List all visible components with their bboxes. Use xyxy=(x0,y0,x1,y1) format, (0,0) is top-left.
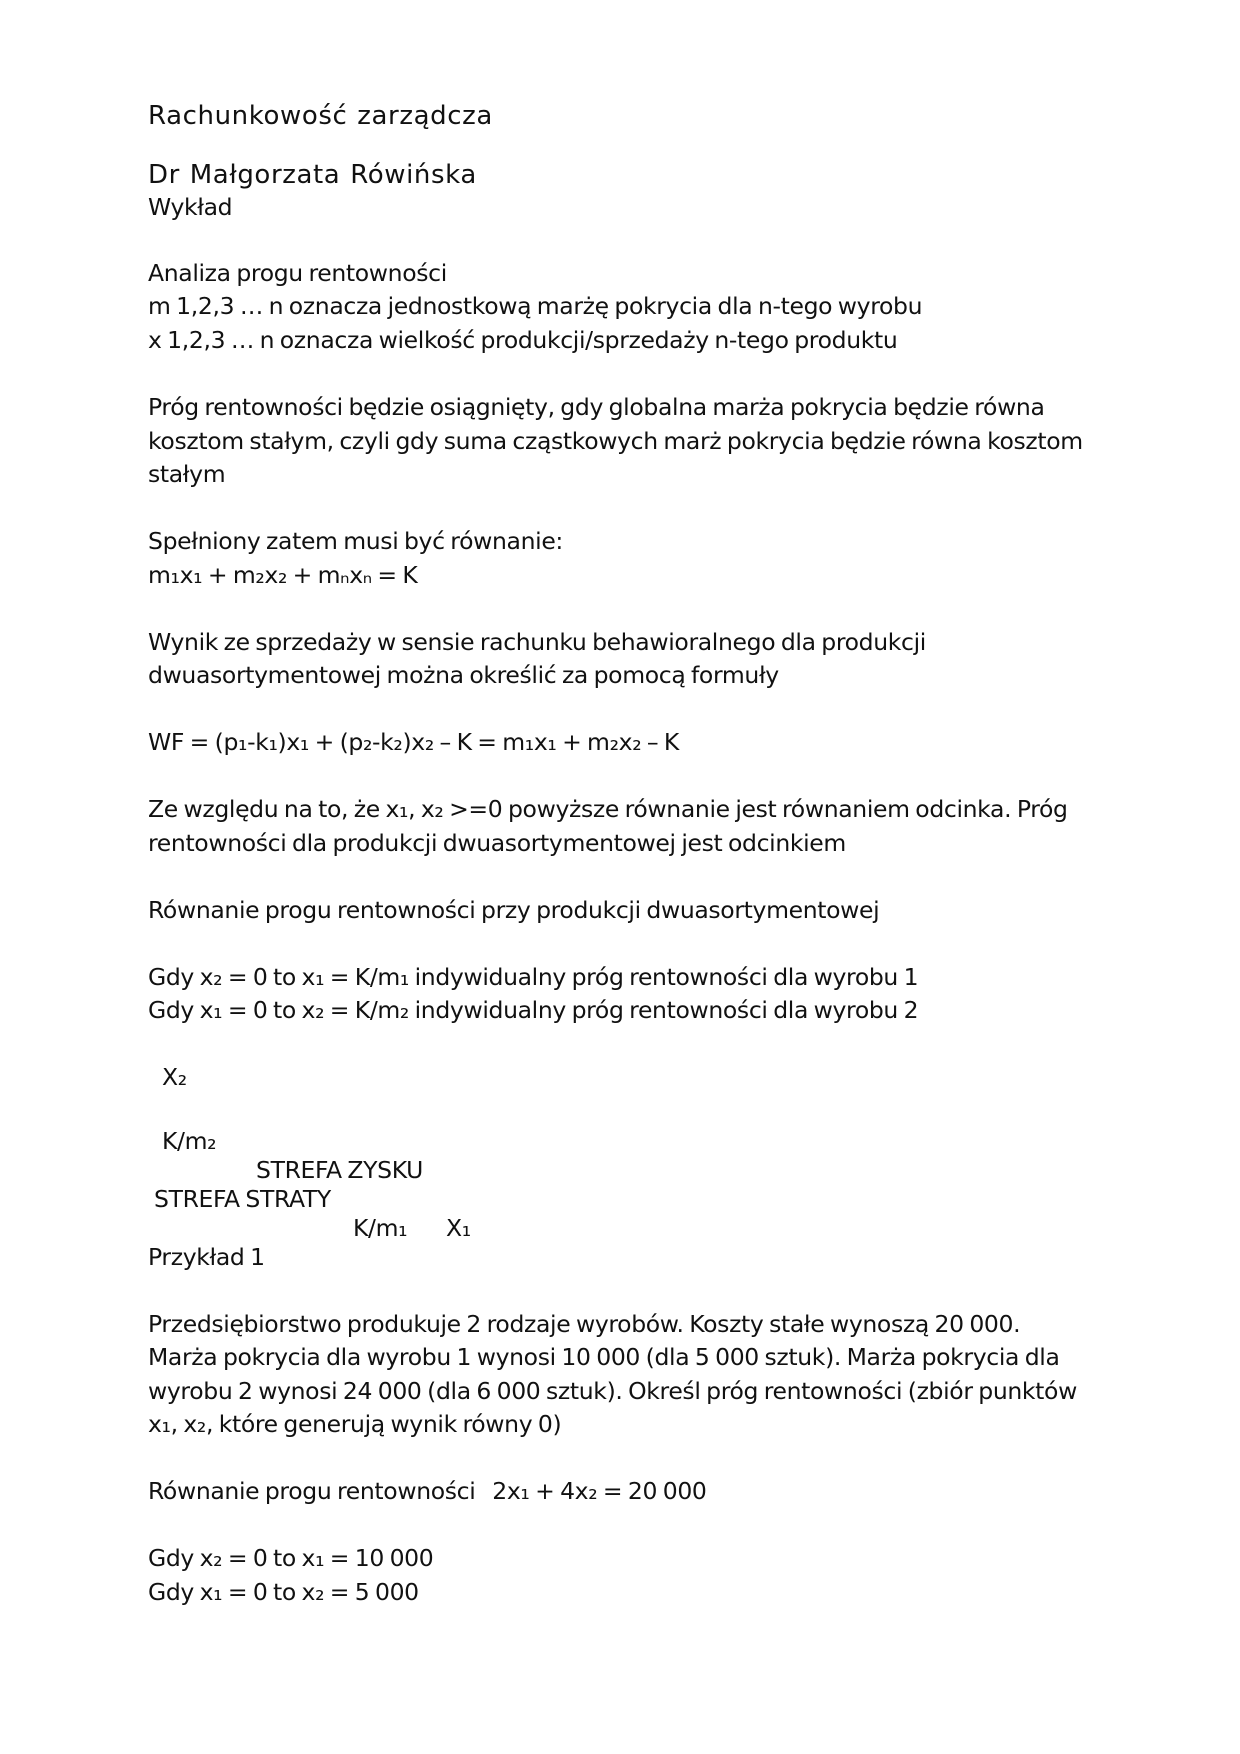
example-condition: Gdy x₁ = 0 to x₂ = 5 000 xyxy=(148,1578,419,1606)
example-title: Przykład 1 xyxy=(148,1243,265,1271)
y-intercept-label: K/m₂ xyxy=(162,1127,217,1155)
paragraph-line: Przedsiębiorstwo produkuje 2 rodzaje wyrobów. Koszty stałe wynoszą 20 000. xyxy=(148,1310,1021,1338)
paragraph-line: wyrobu 2 wynosi 24 000 (dla 6 000 sztuk). Określ próg rentowności (zbiór punktów xyxy=(148,1377,1077,1405)
example-equation: Równanie progu rentowności 2x₁ + 4x₂ = 20 000 xyxy=(148,1477,707,1505)
document-type: Wykład xyxy=(148,193,233,221)
condition-line: Gdy x₁ = 0 to x₂ = K/m₂ indywidualny próg rentowności dla wyrobu 2 xyxy=(148,996,919,1024)
paragraph-line: Ze względu na to, że x₁, x₂ >=0 powyższe równanie jest równaniem odcinka. Próg xyxy=(148,795,1068,823)
example-condition: Gdy x₂ = 0 to x₁ = 10 000 xyxy=(148,1544,434,1572)
x-intercept-label: K/m₁ xyxy=(353,1214,408,1242)
x-axis-label: X₁ xyxy=(446,1214,471,1242)
author-name: Dr Małgorzata Rówińska xyxy=(148,160,477,190)
document-title: Rachunkowość zarządcza xyxy=(148,101,493,131)
equation-intro: Spełniony zatem musi być równanie: xyxy=(148,527,563,555)
section-heading: Analiza progu rentowności xyxy=(148,259,447,287)
y-axis-label: X₂ xyxy=(162,1063,187,1091)
paragraph-line: x₁, x₂, które generują wynik równy 0) xyxy=(148,1410,562,1438)
equation-result: WF = (p₁-k₁)x₁ + (p₂-k₂)x₂ – K = m₁x₁ + m₂x₂ – K xyxy=(148,728,679,756)
loss-zone-label: STREFA STRATY xyxy=(154,1185,331,1213)
condition-line: Gdy x₂ = 0 to x₁ = K/m₁ indywidualny próg rentowności dla wyrobu 1 xyxy=(148,963,919,991)
paragraph-line: dwuasortymentowej można określić za pomocą formuły xyxy=(148,661,779,689)
equation-break-even: m₁x₁ + m₂x₂ + mₙxₙ = K xyxy=(148,561,418,589)
paragraph-line: Wynik ze sprzedaży w sensie rachunku behawioralnego dla produkcji xyxy=(148,628,926,656)
definition-x: x 1,2,3 … n oznacza wielkość produkcji/sprzedaży n-tego produktu xyxy=(148,326,898,354)
paragraph-line: Równanie progu rentowności przy produkcji dwuasortymentowej xyxy=(148,896,880,924)
paragraph-line: kosztom stałym, czyli gdy suma cząstkowych marż pokrycia będzie równa kosztom xyxy=(148,427,1083,455)
paragraph-line: stałym xyxy=(148,460,226,488)
paragraph-line: Marża pokrycia dla wyrobu 1 wynosi 10 000 (dla 5 000 sztuk). Marża pokrycia dla xyxy=(148,1343,1060,1371)
profit-zone-label: STREFA ZYSKU xyxy=(256,1156,424,1184)
definition-m: m 1,2,3 … n oznacza jednostkową marżę pokrycia dla n-tego wyrobu xyxy=(148,292,923,320)
paragraph-line: rentowności dla produkcji dwuasortymentowej jest odcinkiem xyxy=(148,829,846,857)
paragraph-line: Próg rentowności będzie osiągnięty, gdy globalna marża pokrycia będzie równa xyxy=(148,393,1045,421)
